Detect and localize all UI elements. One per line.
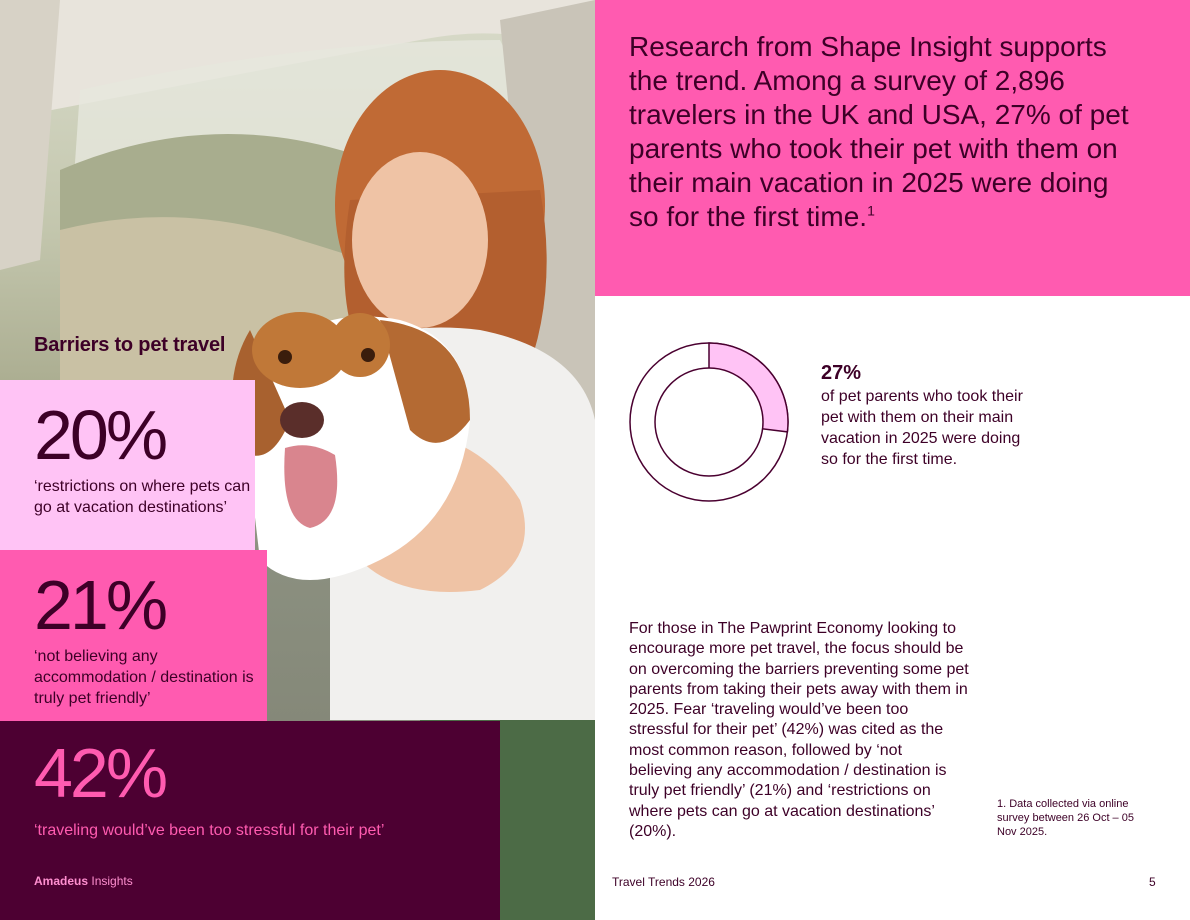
brand-suffix: Insights	[88, 874, 133, 888]
body-paragraph: For those in The Pawprint Economy looking to encourage more pet travel, the focus should be on overcoming the barriers preventing some pet parents from taking their pets away with them in 2025. Fear ‘traveling would’ve been too stressful for their pet’ (42%) was cited as the most common reason, followed by ‘not believing any accommodation / destination is truly pet friendly’ (21%) and ‘restrictions on where pets can go at vacation destinations’ (20%).	[629, 620, 969, 840]
barriers-title: Barriers to pet travel	[34, 334, 226, 356]
stat-value: 42%	[34, 734, 166, 812]
stat-description: ‘restrictions on where pets can go at vacation destinations’	[34, 478, 251, 516]
barrier-stat-not-pet-friendly	[0, 550, 267, 721]
brand-name: Amadeus	[34, 874, 89, 888]
hero-text-body: Research from Shape Insight supports the trend. Among a survey of 2,896 travelers in the UK and USA, 27% of pet parents who took their pet with them on their main vacation in 2025 were doing so for the first time.	[629, 31, 1129, 232]
footnote-marker: 1	[867, 202, 875, 219]
hero-panel	[595, 0, 1190, 296]
barrier-stat-too-stressful	[0, 721, 500, 920]
donut-value: 27%	[821, 362, 862, 384]
stat-description: ‘not believing any accommodation / destination is truly pet friendly’	[34, 648, 254, 707]
footer-title: Travel Trends 2026	[612, 875, 715, 889]
page-number: 5	[1149, 875, 1156, 889]
stat-value: 20%	[34, 396, 166, 474]
hero-text	[629, 30, 1139, 234]
barrier-stat-restrictions	[0, 380, 255, 550]
footer-brand	[34, 874, 133, 888]
donut-inner-ring	[655, 368, 763, 476]
stat-description: ‘traveling would’ve been too stressful for their pet’	[34, 822, 385, 839]
donut-chart	[627, 340, 791, 504]
footnote: 1. Data collected via online survey between 26 Oct – 05 Nov 2025.	[997, 798, 1134, 838]
donut-caption: of pet parents who took their pet with them on their main vacation in 2025 were doing so for the first time.	[821, 388, 1023, 468]
stat-value: 21%	[34, 566, 166, 644]
